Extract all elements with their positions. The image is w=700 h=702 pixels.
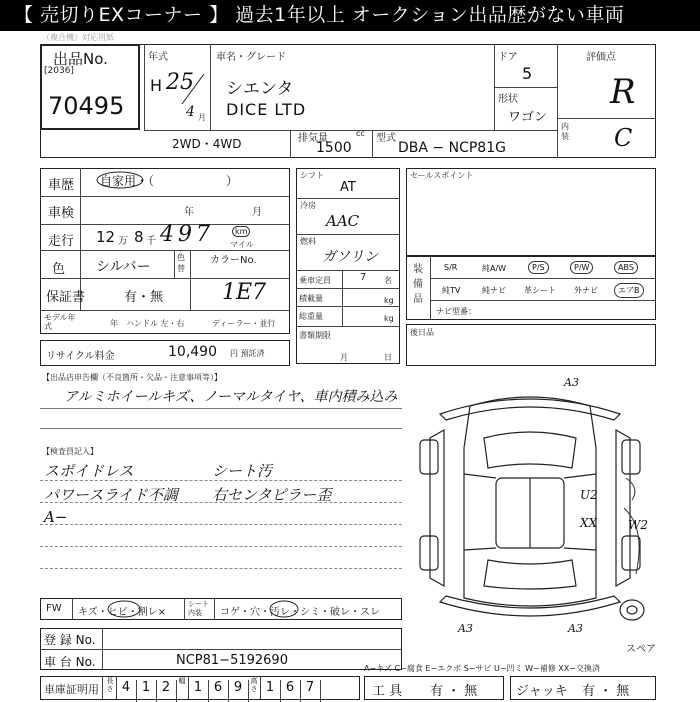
- color-no-value: 1E7: [222, 280, 267, 305]
- drive-value: 2WD・4WD: [172, 137, 242, 151]
- recycle-amount: 10,490: [168, 344, 217, 360]
- registration-label: 登 録 No.: [44, 633, 96, 647]
- history-label: 車歴: [48, 178, 75, 193]
- year-label: 年式: [148, 52, 168, 63]
- fw-circle-icon: [106, 600, 146, 618]
- load-label: 積載量: [299, 294, 323, 303]
- lot-stamp: [2036]: [44, 66, 74, 76]
- interior-label: 内装: [561, 122, 569, 141]
- color-value: シルバー: [96, 259, 151, 275]
- equip-ext-navi: 外ナビ: [574, 286, 598, 295]
- cert-no-cell: 1: [188, 680, 209, 702]
- mileage-rest: 497: [160, 222, 214, 247]
- mileage-sen-unit: 千: [146, 236, 156, 247]
- damage-legend: A−キズ C−腐食 E−エクボ S−サビ U−凹ミ W−補修 XX−交換済: [364, 664, 600, 673]
- lot-number: 70495: [48, 92, 125, 120]
- cert-no-cell: 1: [260, 680, 281, 702]
- ac-label: 冷房: [300, 201, 316, 210]
- lot-label: 出品No.: [53, 50, 108, 68]
- mileage-unit2: マイル: [230, 240, 254, 249]
- sales-point-box: [406, 168, 656, 256]
- cert-no-cell: 9: [228, 680, 249, 702]
- equip-abs: ABS: [614, 261, 638, 274]
- cert-no-cell: 長さ: [104, 677, 117, 699]
- fuel-value: ガソリン: [322, 249, 378, 265]
- inspector-label: 【検査員記入】: [42, 447, 98, 456]
- diagram-mark-w2: W2: [628, 518, 648, 532]
- fuel-label: 燃料: [300, 237, 316, 246]
- tools-label: 工 具: [372, 684, 403, 699]
- warranty-label: 保証書: [46, 290, 86, 305]
- displacement-label: 排気量: [298, 133, 328, 144]
- cert-no-cell: 7: [300, 680, 321, 702]
- inspector-right2: 右センタピラー歪: [212, 486, 332, 504]
- model-year-year: 年: [110, 319, 118, 328]
- inspector-right1: シート汚: [212, 462, 273, 480]
- chassis-value: NCP81−5192690: [176, 653, 288, 668]
- diagram-mark-u2: U2: [580, 488, 598, 502]
- rear-seat-label: 後日品: [410, 328, 434, 337]
- cert-unit2: 日: [384, 353, 392, 362]
- shift-label: シフト: [300, 171, 324, 180]
- inspector-line3: A−: [44, 508, 68, 526]
- spare-label: スペア: [626, 644, 656, 655]
- sales-point-label: セールスポイント: [410, 171, 474, 180]
- inspection-month: 月: [252, 207, 262, 218]
- warranty-value: 有・無: [124, 290, 164, 305]
- shape-label: 形状: [498, 94, 518, 105]
- cert-no-cell: 幅: [176, 677, 189, 699]
- door-value: 5: [522, 64, 533, 83]
- capacity-value: 7: [360, 272, 367, 283]
- year-value: 25: [166, 70, 194, 95]
- equip-aw: 純A/W: [482, 264, 507, 273]
- chassis-label: 車 台 No.: [44, 655, 96, 669]
- diagram-mark-a3-left: A3: [458, 622, 473, 635]
- shape-value: ワゴン: [508, 110, 548, 125]
- ac-value: AAC: [326, 212, 360, 230]
- mileage-man: 12: [96, 228, 116, 246]
- fw-label: FW: [46, 603, 62, 614]
- color-label: 色: [52, 262, 66, 277]
- color-no-label: カラーNo.: [210, 255, 257, 266]
- cert-no-cell: 2: [156, 680, 177, 702]
- score-value: R: [610, 72, 636, 112]
- cert-no-label: 車庫証明用: [44, 683, 99, 696]
- mileage-unit: km: [232, 226, 250, 237]
- cert-label: 書類期限: [299, 331, 331, 340]
- model-year-dealer: ディーラー・並行: [212, 319, 276, 328]
- cert-no-cell: 1: [136, 680, 157, 702]
- mileage-sen: 8: [134, 228, 144, 246]
- equip-airbag: エアB: [614, 283, 644, 298]
- seat-options: コゲ・穴・汚レ・シミ・破レ・スレ: [220, 607, 380, 618]
- recycle-unit: 円 預託済: [230, 349, 265, 358]
- jack-label: ジャッキ: [516, 684, 568, 699]
- year-era: H: [150, 76, 163, 95]
- month-value: 4: [186, 104, 195, 120]
- load-unit: kg: [384, 296, 394, 305]
- capacity-unit: 名: [384, 276, 392, 285]
- equip-sr: S/R: [444, 263, 458, 272]
- history-circle-icon: [96, 171, 146, 189]
- tools-value: 有 ・ 無: [430, 684, 478, 699]
- displacement-unit: cc: [356, 129, 365, 138]
- car-name: シエンタ: [226, 79, 294, 99]
- seat-label: シート内装: [188, 600, 209, 617]
- model-label: 型式: [376, 133, 396, 144]
- cert-no-cell: 高さ: [248, 677, 261, 699]
- diagram-mark-a3-right: A3: [568, 622, 583, 635]
- diagram-mark-a3-top: A3: [564, 376, 579, 389]
- inspection-label: 車検: [48, 206, 75, 221]
- diagram-mark-xx: XX: [580, 516, 598, 530]
- door-label: ドア: [498, 52, 518, 63]
- equip-ps: P/S: [528, 261, 549, 274]
- seat-circle-icon: [268, 600, 304, 618]
- equip-navi: 純ナビ: [482, 286, 506, 295]
- shift-value: AT: [340, 180, 356, 195]
- equipment-label: 装備品: [413, 264, 423, 305]
- equip-pw: P/W: [570, 261, 593, 274]
- car-grade: DICE LTD: [226, 100, 307, 119]
- name-label: 車名・グレード: [216, 52, 286, 63]
- recycle-label: リサイクル料金: [46, 351, 115, 362]
- cert-no-cell: 6: [280, 680, 301, 702]
- inspection-year: 年: [184, 207, 194, 218]
- inspector-line1: スポイドレス: [44, 462, 134, 480]
- history-value-text: 自家用・（ ）: [100, 174, 239, 188]
- year-slash-icon: [178, 74, 208, 104]
- model-year-handle: ハンドル 左・右: [126, 319, 185, 328]
- cert-no-cell: 4: [116, 680, 137, 702]
- equip-leather: 革シート: [524, 286, 556, 295]
- cert-unit: 月: [340, 353, 348, 362]
- notes-text: アルミホイールキズ、ノーマルタイヤ、車内積み込み: [64, 389, 398, 405]
- navi-model-label: ナビ型番：: [436, 307, 476, 316]
- inspector-line2: パワースライド不調: [44, 486, 178, 504]
- rear-seat-box: [406, 324, 656, 366]
- interior-value: C: [614, 124, 633, 152]
- model-value: DBA − NCP81G: [398, 140, 506, 156]
- car-diagram-icon: [400, 378, 660, 638]
- gross-unit: kg: [384, 314, 394, 323]
- notes-label: 【出品店申告欄（不良箇所・欠品・注意事項等）】: [42, 373, 222, 382]
- equip-tv: 純TV: [442, 286, 461, 295]
- header-banner: 【 売切りEXコーナー 】 過去1年以上 オークション出品歴がない車両: [0, 0, 700, 31]
- color-change-label: 色替: [177, 253, 185, 273]
- faded-note: （複合機）対応用紙: [42, 33, 114, 42]
- jack-value: 有 ・ 無: [582, 684, 630, 699]
- capacity-label: 乗車定員: [299, 276, 331, 285]
- cert-no-cell: 6: [208, 680, 229, 702]
- gross-label: 総重量: [299, 312, 323, 321]
- model-year-label: モデル年式: [44, 313, 76, 331]
- month-unit: 月: [198, 113, 206, 122]
- fw-options: キズ・ヒビ・割レ×: [78, 607, 167, 618]
- score-label: 評価点: [586, 52, 616, 63]
- mileage-man-unit: 万: [118, 236, 128, 247]
- displacement-value: 1500: [316, 140, 352, 156]
- mileage-label: 走行: [48, 234, 75, 249]
